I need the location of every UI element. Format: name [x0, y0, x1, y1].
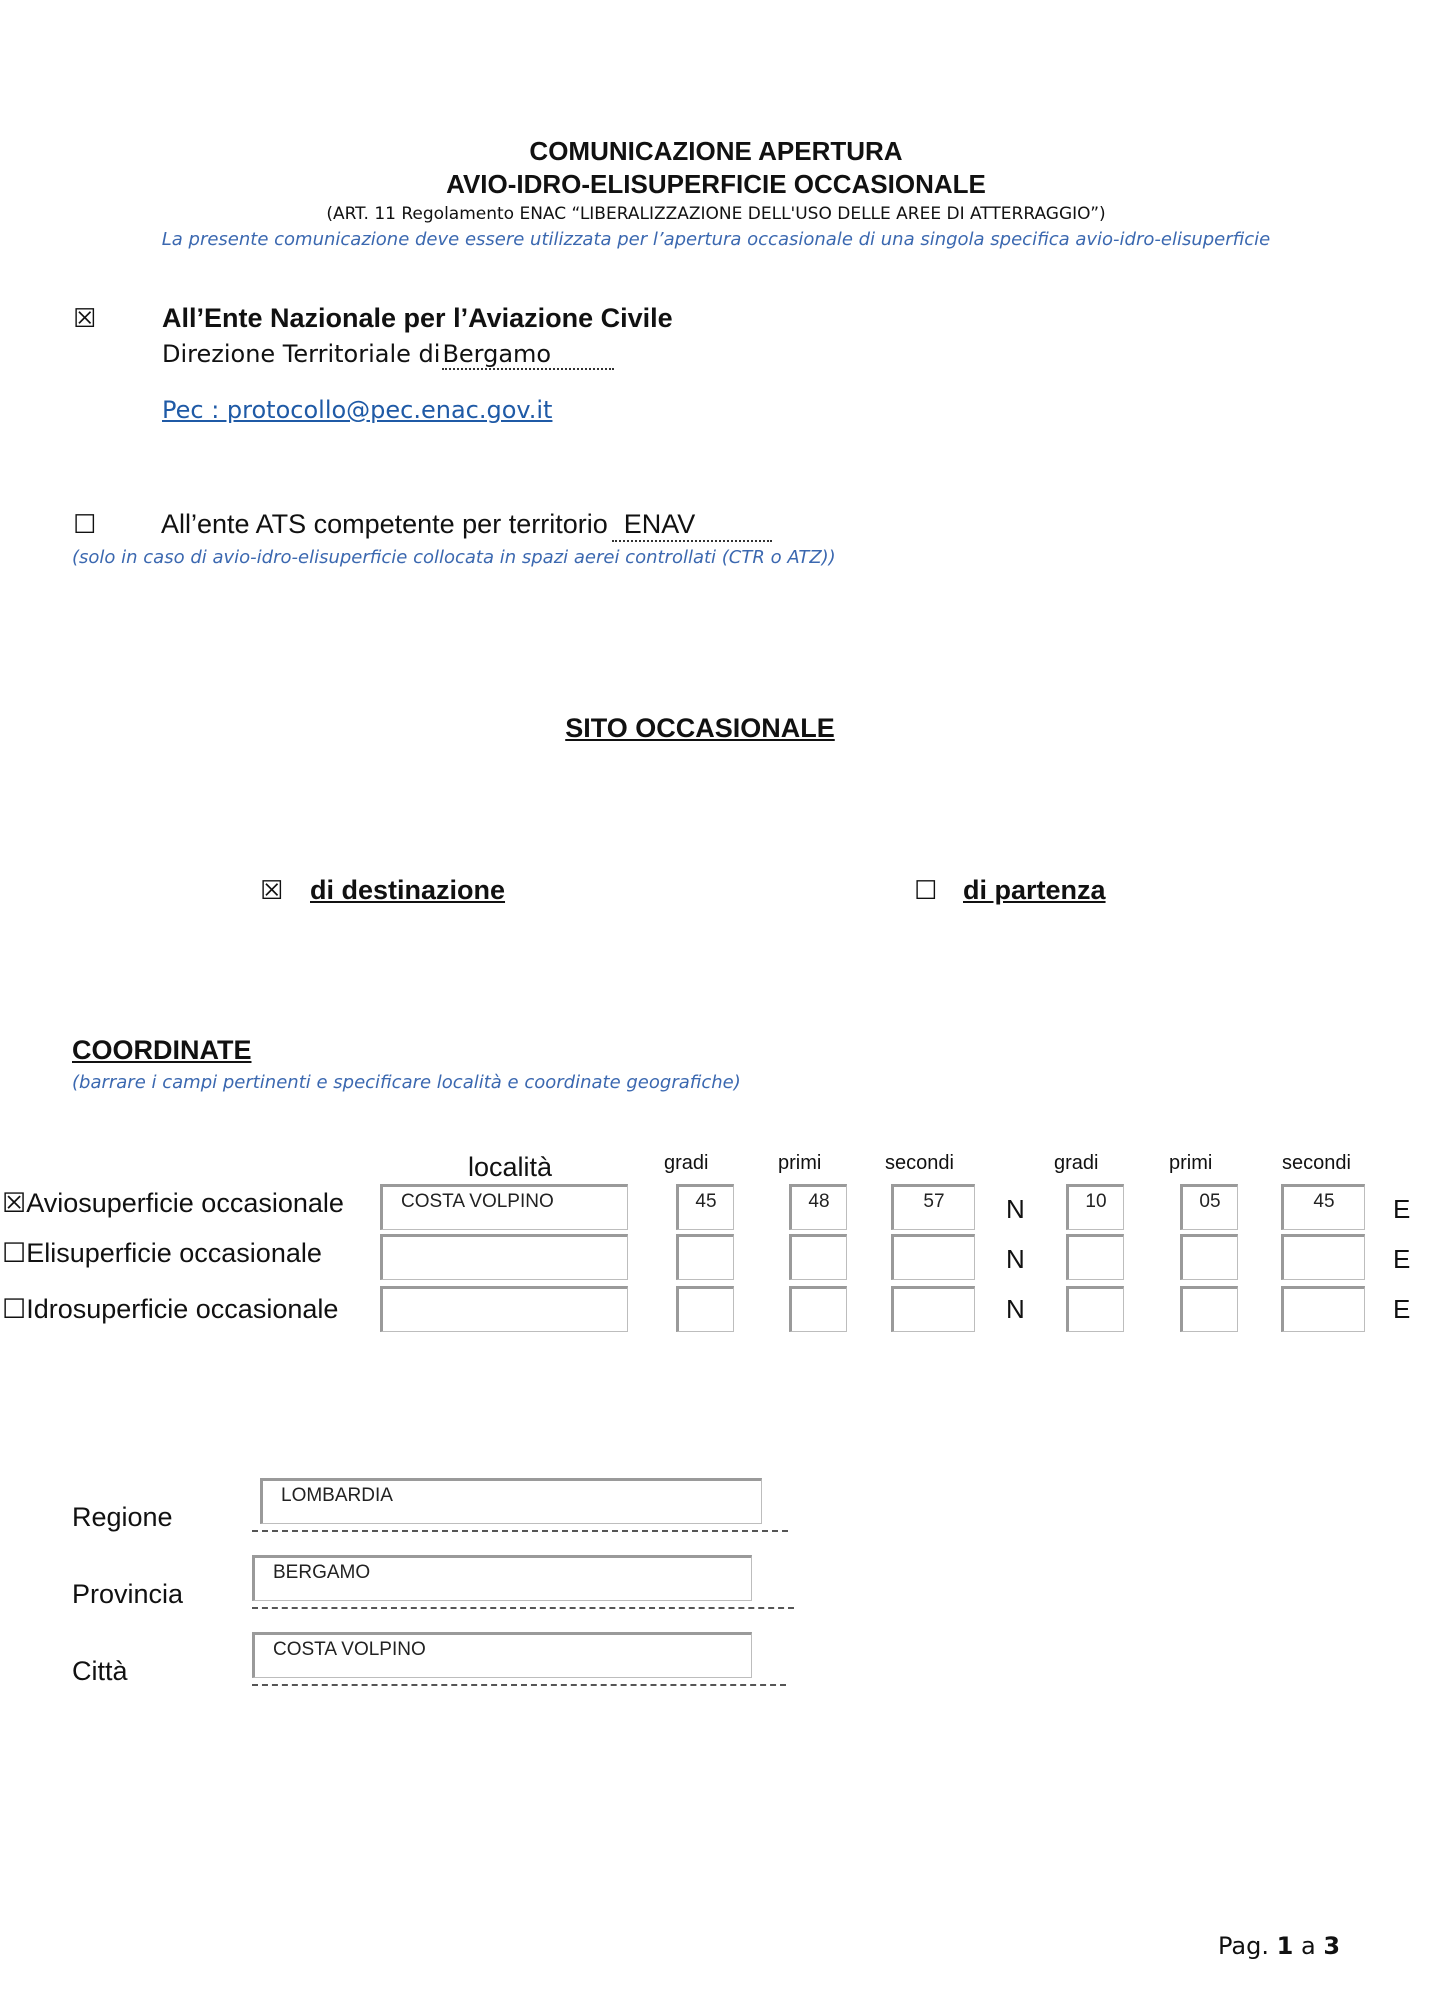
page-current: 1 [1276, 1932, 1294, 1960]
region-underline [252, 1530, 788, 1532]
header-locality: località [468, 1152, 553, 1182]
city-field[interactable]: COSTA VOLPINO [252, 1632, 752, 1678]
direction-field[interactable] [442, 340, 614, 370]
header-min-n: primi [778, 1152, 822, 1174]
page-total: 3 [1323, 1932, 1341, 1960]
locality-field-1[interactable]: COSTA VOLPINO [380, 1184, 628, 1230]
destination-label: di destinazione [310, 875, 506, 905]
province-label: Provincia [72, 1579, 184, 1609]
east-label-1: E [1393, 1194, 1411, 1224]
sec-e-field-1[interactable]: 45 [1281, 1184, 1365, 1230]
enac-checkbox[interactable]: ☒ [73, 304, 97, 334]
title-line-2: AVIO-IDRO-ELISUPERFICIE OCCASIONALE [446, 169, 986, 199]
sec-n-field-2[interactable] [891, 1234, 975, 1280]
locality-field-2[interactable] [380, 1234, 628, 1280]
province-underline [252, 1607, 794, 1609]
north-label-3: N [1006, 1294, 1025, 1324]
min-n-field-1[interactable]: 48 [789, 1184, 847, 1230]
header-deg-e: gradi [1054, 1152, 1099, 1174]
article-reference: (ART. 11 Regolamento ENAC “LIBERALIZZAZIONE DELL'USO DELLE AREE DI ATTERRAGGIO”) [326, 204, 1106, 224]
deg-n-field-3[interactable] [676, 1286, 734, 1332]
row-idrosuperficie-label[interactable]: ☐Idrosuperficie occasionale [2, 1294, 339, 1324]
region-field[interactable]: LOMBARDIA [260, 1478, 762, 1524]
site-title: SITO OCCASIONALE [565, 713, 835, 743]
east-label-3: E [1393, 1294, 1411, 1324]
destination-checkbox[interactable]: ☒ [260, 876, 284, 906]
page-prefix: Pag. [1218, 1932, 1269, 1960]
sec-n-field-3[interactable] [891, 1286, 975, 1332]
page-number [1218, 1932, 1340, 1960]
north-label-2: N [1006, 1244, 1025, 1274]
pec-link[interactable]: Pec : protocollo@pec.enac.gov.it [162, 396, 553, 424]
min-e-field-3[interactable] [1180, 1286, 1238, 1332]
deg-e-field-2[interactable] [1066, 1234, 1124, 1280]
ats-line [161, 509, 772, 542]
deg-n-field-2[interactable] [676, 1234, 734, 1280]
row-elisuperficie-label[interactable]: ☐Elisuperficie occasionale [2, 1238, 322, 1268]
ats-checkbox[interactable]: ☐ [73, 510, 97, 540]
min-n-field-2[interactable] [789, 1234, 847, 1280]
province-field[interactable]: BERGAMO [252, 1555, 752, 1601]
min-e-field-2[interactable] [1180, 1234, 1238, 1280]
sec-e-field-2[interactable] [1281, 1234, 1365, 1280]
direction-label: Direzione Territoriale di [162, 340, 441, 368]
ats-value: ENAV [623, 509, 696, 539]
ats-label: All’ente ATS competente per territorio [161, 509, 608, 539]
min-n-field-3[interactable] [789, 1286, 847, 1332]
header-sec-e: secondi [1282, 1152, 1351, 1174]
direction-line [162, 340, 614, 370]
header-sec-n: secondi [885, 1152, 954, 1174]
region-label: Regione [72, 1502, 173, 1532]
page-sep: a [1300, 1932, 1316, 1960]
coordinates-title: COORDINATE [72, 1035, 252, 1065]
header-min-e: primi [1169, 1152, 1213, 1174]
header-note: La presente comunicazione deve essere utilizzata per l’apertura occasionale di una singola specifica avio-idro-elisuperficie [161, 229, 1271, 250]
departure-label: di partenza [963, 875, 1106, 905]
locality-field-3[interactable] [380, 1286, 628, 1332]
departure-checkbox[interactable]: ☐ [914, 876, 938, 906]
ats-note: (solo in caso di avio-idro-elisuperficie collocata in spazi aerei controllati (CTR o ATZ)) [72, 547, 836, 568]
city-underline [252, 1684, 786, 1686]
deg-e-field-3[interactable] [1066, 1286, 1124, 1332]
title-line-1: COMUNICAZIONE APERTURA [529, 136, 903, 166]
row-aviosuperficie-label[interactable]: ☒Aviosuperficie occasionale [2, 1188, 344, 1218]
coordinates-note: (barrare i campi pertinenti e specificare località e coordinate geografiche) [72, 1072, 741, 1093]
sec-e-field-3[interactable] [1281, 1286, 1365, 1332]
city-label: Città [72, 1656, 128, 1686]
ats-field[interactable] [612, 509, 772, 542]
header-deg-n: gradi [664, 1152, 709, 1174]
direction-value: Bergamo [442, 340, 552, 368]
deg-e-field-1[interactable]: 10 [1066, 1184, 1124, 1230]
enac-title: All’Ente Nazionale per l’Aviazione Civile [162, 303, 673, 333]
min-e-field-1[interactable]: 05 [1180, 1184, 1238, 1230]
sec-n-field-1[interactable]: 57 [891, 1184, 975, 1230]
east-label-2: E [1393, 1244, 1411, 1274]
north-label-1: N [1006, 1194, 1025, 1224]
deg-n-field-1[interactable]: 45 [676, 1184, 734, 1230]
